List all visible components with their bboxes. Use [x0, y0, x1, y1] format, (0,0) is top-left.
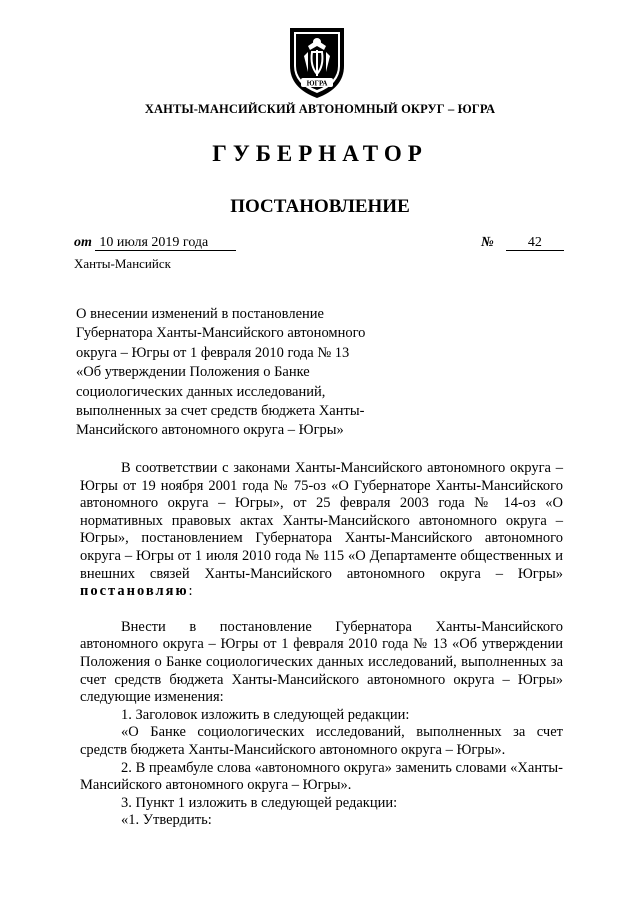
region-title: ХАНТЫ-МАНСИЙСКИЙ АВТОНОМНЫЙ ОКРУГ – ЮГРА [144, 102, 496, 116]
subject-line: О внесении изменений в постановление [76, 306, 324, 322]
date-line [74, 235, 236, 251]
paragraph: 3. Пункт 1 изложить в следующей редакции: [121, 794, 398, 811]
preamble-paragraph [80, 460, 563, 601]
document-body [80, 460, 563, 830]
authority-title: ГУБЕРНАТОР [212, 141, 428, 166]
document-subject [76, 305, 406, 441]
subject-line: социологических данных исследований, [76, 383, 326, 400]
preamble-text: В соответствии с законами Ханты-Мансийского автономного округа – Югры от 19 ноября 2001 года № 75-оз «О Губернаторе Ханты-Мансийского автономного округа – Югры», от 25 февраля 2003 года № 14-оз «О нормативных правовых актах Ханты-Мансийского автономного округа – Югры», постановлением Губернатора Ханты-Мансийского автономного округа – Югры от 1 июля 2010 года № 115 «О Департаменте общественных и внешних связей Ханты-Мансийского автономного округа – Югры» [80, 460, 563, 582]
date-prefix: от [74, 235, 92, 250]
emblem-label: ЮГРА [306, 79, 328, 88]
paragraph: 2. В преамбуле слова «автономного округа» заменить словами «Ханты-Мансийского автономного округа – Югры». [80, 759, 563, 794]
document-type: ПОСТАНОВЛЕНИЕ [230, 196, 410, 217]
number-line [481, 235, 564, 251]
resolve-word: постановляю [80, 583, 189, 600]
paragraph: «1. Утвердить: [121, 812, 212, 829]
subject-line: «Об утверждении Положения о Банке [76, 364, 310, 381]
subject-line: Губернатора Ханты-Мансийского автономного [76, 325, 366, 342]
subject-line: выполненных за счет средств бюджета Ханты- [76, 403, 365, 420]
subject-line: Мансийского автономного округа – Югры» [76, 422, 344, 439]
paragraph: «О Банке социологических исследований, выполненных за счет средств бюджета Ханты-Мансийского автономного округа – Югры». [80, 724, 563, 758]
number-sign: № [481, 235, 494, 250]
paragraph: Внести в постановление Губернатора Ханты-Мансийского автономного округа – Югры от 1 февраля 2010 года № 13 «Об утверждении Положения о Банке социологических данных исследований, выполненных за счет средств бюджета Ханты-Мансийского автономного округа – Югры» следующие изменения: [80, 618, 563, 706]
city: Ханты-Мансийск [74, 256, 171, 271]
resolve-colon: : [188, 583, 193, 600]
document-number: 42 [506, 235, 564, 251]
paragraph: 1. Заголовок изложить в следующей редакции: [121, 706, 410, 723]
coat-of-arms-emblem [284, 22, 350, 100]
document-date: 10 июля 2019 года [95, 235, 236, 251]
subject-line: округа – Югры от 1 февраля 2010 года № 13 [76, 344, 350, 361]
